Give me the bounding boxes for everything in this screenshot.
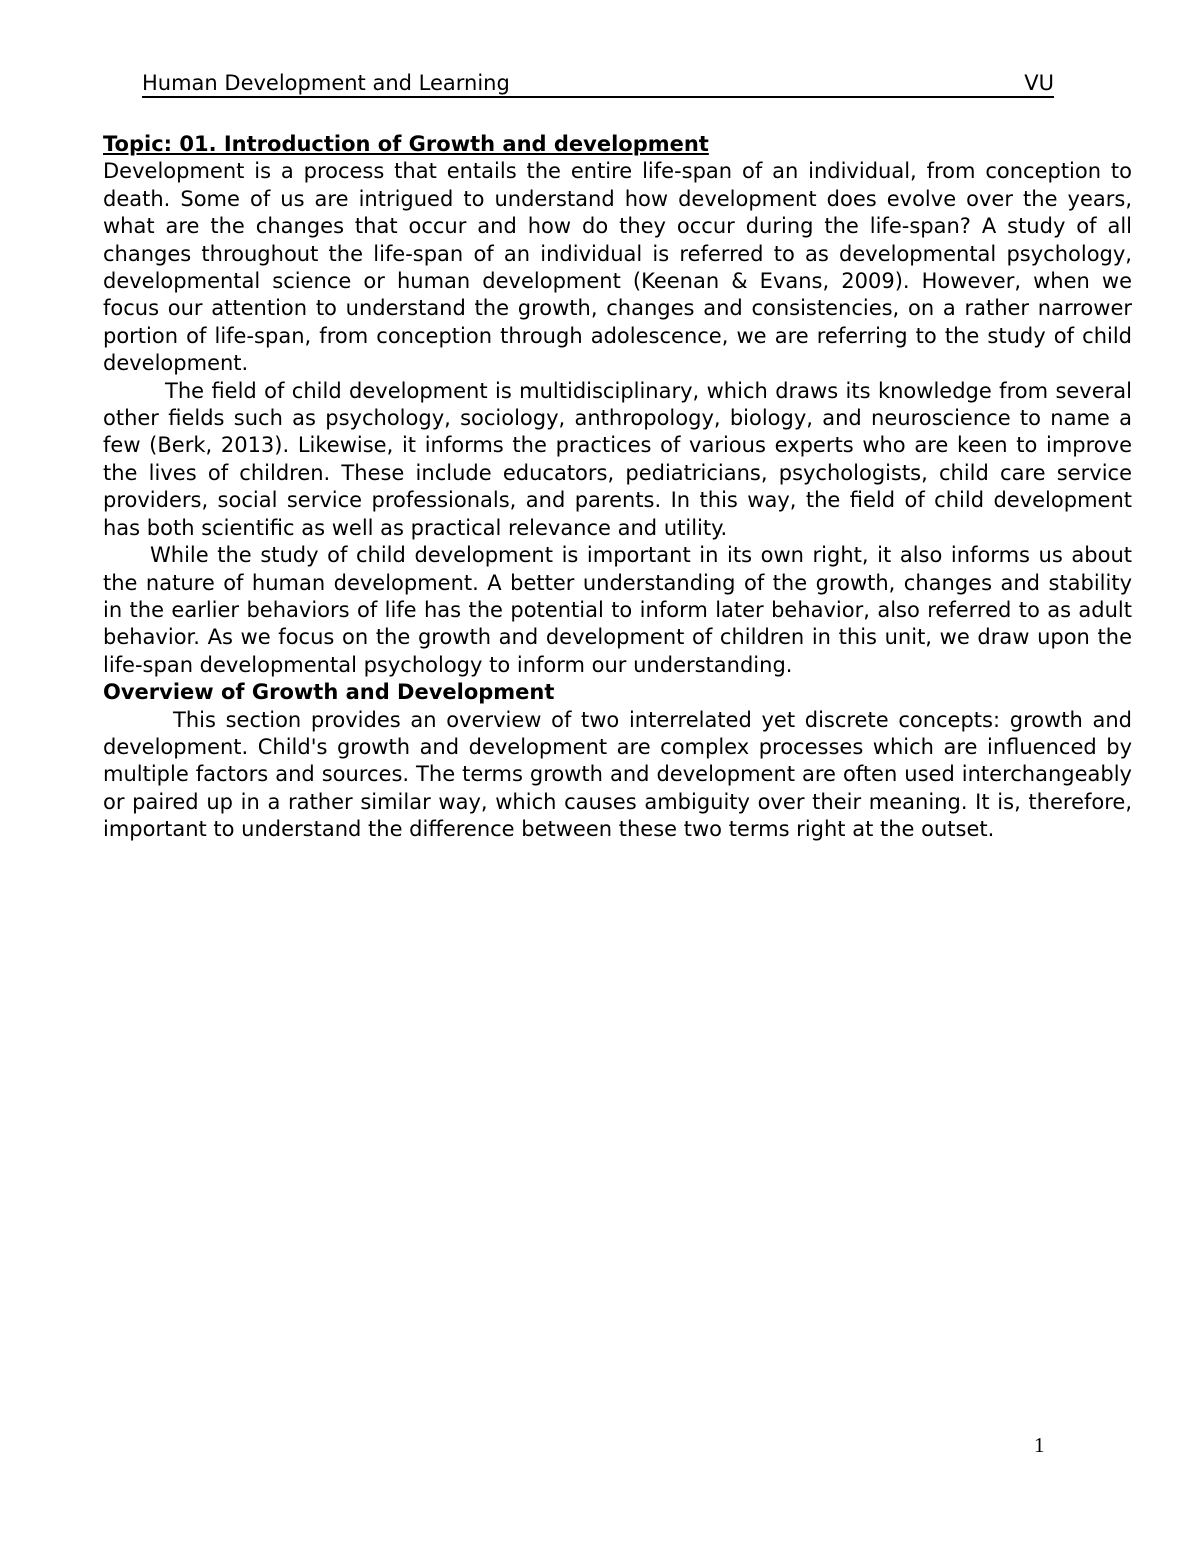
paragraph-multidisciplinary: The field of child development is multidisciplinary, which draws its knowledge from several other fields such as psychology, sociology, anthropology, biology, and neuroscience to name a few (Berk, 2013). Likewise, it informs the practices of various experts who are keen to improve the lives of children. These include educators, pediatricians, psychologists, child care service providers, social service professionals, and parents. In this way, the field of child development has both scientific as well as practical relevance and utility. (103, 378, 1132, 540)
page-header (142, 70, 1054, 98)
page-number: 1 (1034, 1433, 1045, 1457)
course-title: Human Development and Learning (142, 71, 510, 95)
paragraph-human-development: While the study of child development is important in its own right, it also informs us about the nature of human development. A better understanding of the growth, changes and stability in the earlier behaviors of life has the potential to inform later behavior, also referred to as adult behavior. As we focus on the growth and development of children in this unit, we draw upon the life-span developmental psychology to inform our understanding. (103, 543, 1132, 677)
overview-heading: Overview of Growth and Development (103, 680, 555, 705)
paragraph-overview: This section provides an overview of two interrelated yet discrete concepts: growth and development. Child's growth and development are complex processes which are influenced by multiple factors and sources. The terms growth and development are often used interchangeably or paired up in a rather similar way, which causes ambiguity over their meaning. It is, therefore, important to understand the difference between these two terms right at the outset. (103, 707, 1132, 842)
institution-name: VU (1024, 71, 1054, 95)
document-body (103, 131, 1132, 844)
topic-heading: Topic: 01. Introduction of Growth and development (103, 132, 709, 156)
paragraph-intro: Development is a process that entails the entire life-span of an individual, from conception to death. Some of us are intrigued to understand how development does evolve over the years, what are the changes that occur and how do they occur during the life-span? A study of all changes throughout the life-span of an individual is referred to as developmental psychology, developmental science or human development (Keenan & Evans, 2009). However, when we focus our attention to understand the growth, changes and consistencies, on a rather narrower portion of life-span, from conception through adolescence, we are referring to the study of child development. (103, 159, 1132, 376)
